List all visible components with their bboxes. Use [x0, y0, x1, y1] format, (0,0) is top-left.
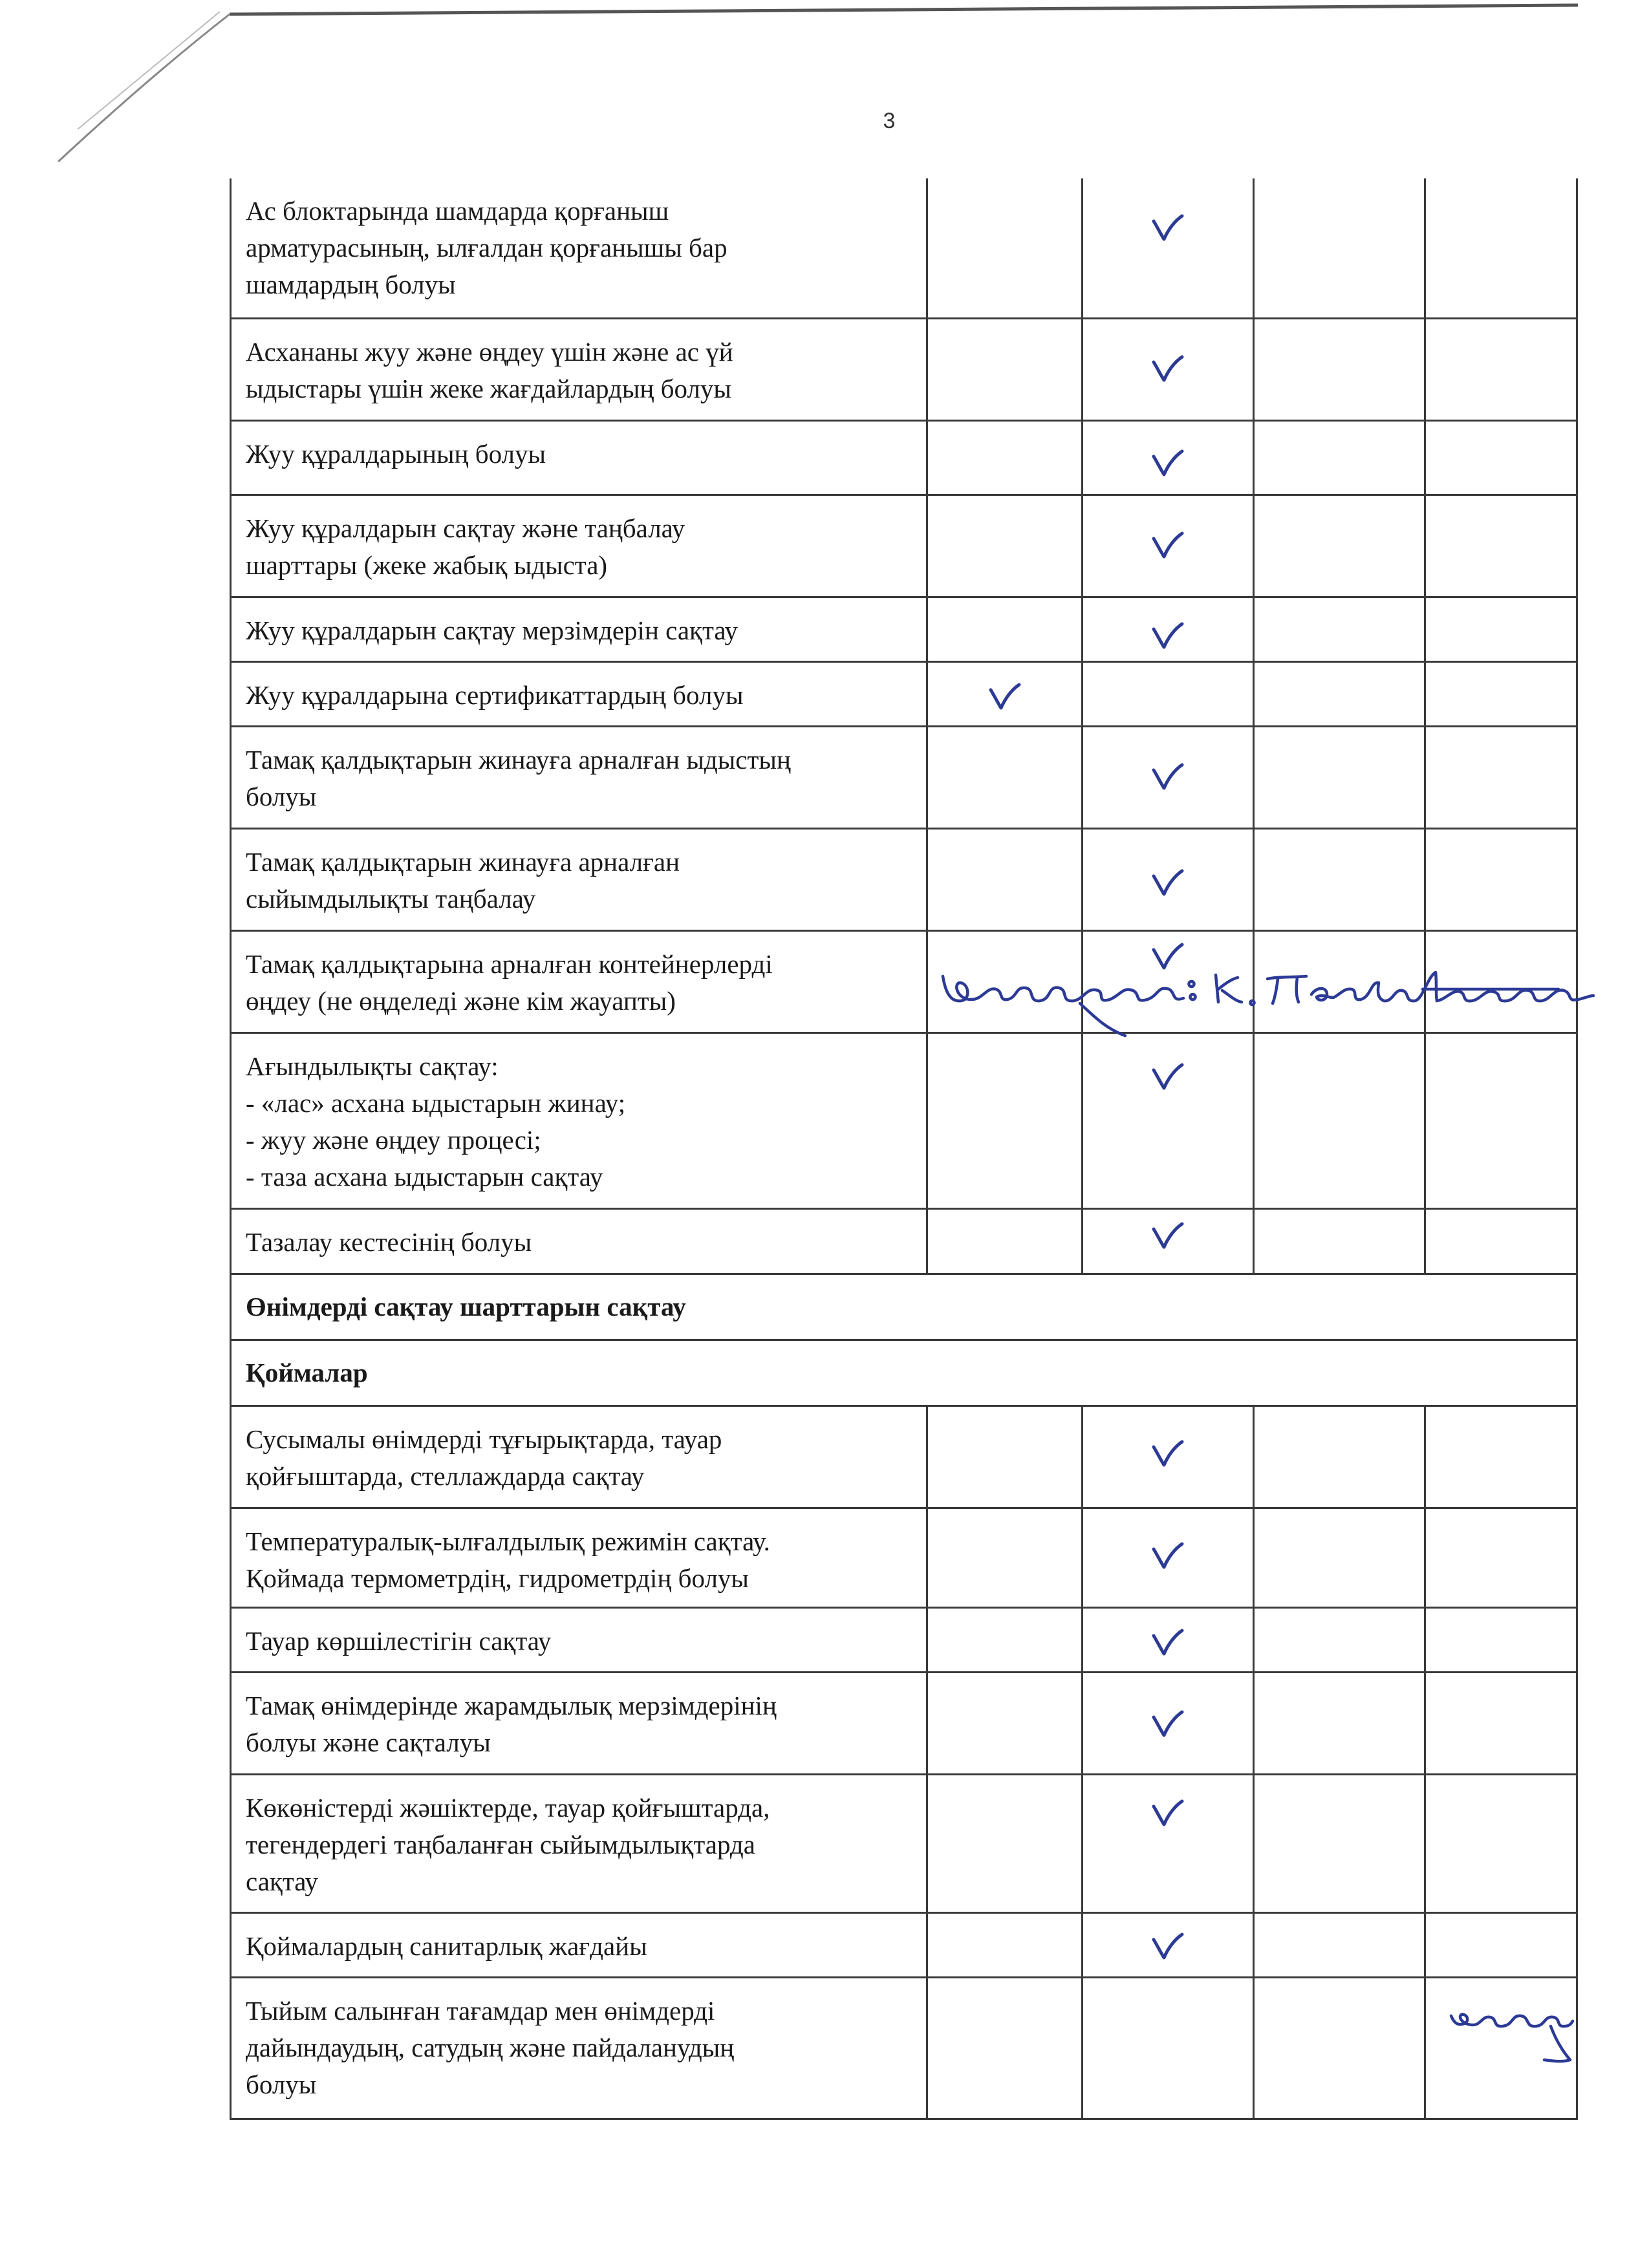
criterion-text: Тыйым салынған тағамдар мен өнімдерді дайындаудың, сатудың және пайдаланудың болуы: [246, 1995, 735, 2099]
col-4-cell: [1425, 1208, 1577, 1274]
col-3-cell: [1254, 1672, 1425, 1774]
col-1-cell: [927, 1774, 1083, 1912]
table-row: [231, 930, 1577, 1032]
col-1-cell: [927, 1032, 1083, 1208]
check-mark-icon: [1151, 762, 1185, 791]
col-2-cell: [1083, 1672, 1254, 1774]
check-mark-icon: [1151, 1932, 1185, 1960]
col-2-cell: [1083, 178, 1254, 318]
criterion-cell: [231, 1406, 927, 1508]
col-1-cell: [927, 1607, 1083, 1672]
criterion-cell: [231, 1672, 927, 1774]
col-4-cell: [1425, 318, 1577, 420]
check-mark-icon: [1151, 531, 1185, 559]
criterion-text: Жуу құралдарының болуы: [246, 438, 546, 469]
col-4-cell: [1425, 1912, 1577, 1977]
criterion-cell: [231, 495, 927, 597]
col-3-cell: [1254, 1977, 1425, 2119]
col-4-cell: [1425, 420, 1577, 495]
col-2-cell: [1083, 1032, 1254, 1208]
col-1-cell: [927, 178, 1083, 318]
col-1-cell: [927, 495, 1083, 597]
col-3-cell: [1254, 930, 1425, 1032]
col-3-cell: [1254, 1208, 1425, 1274]
table-row: [231, 420, 1577, 495]
criterion-text: Асхананы жуу және өңдеу үшін және ас үй ыдыстары үшін жеке жағдайлардың болуы: [246, 336, 733, 403]
col-3-cell: [1254, 420, 1425, 495]
table-row: [231, 1508, 1577, 1607]
table-row: [231, 1912, 1577, 1977]
check-mark-icon: [1151, 1628, 1185, 1656]
table-row: [231, 1208, 1577, 1274]
criterion-text: Көкөністерді жәшіктерде, тауар қойғыштарда, тегендердегі таңбаланған сыйымдылықтарда сақтау: [246, 1792, 770, 1896]
check-mark-icon: [988, 682, 1022, 711]
col-2-cell: [1083, 1977, 1254, 2119]
col-1-cell: [927, 930, 1083, 1032]
check-mark-icon: [1151, 1439, 1185, 1468]
col-1-cell: [927, 1406, 1083, 1508]
table-row: [231, 318, 1577, 420]
col-4-cell: [1425, 828, 1577, 930]
criterion-cell: [231, 597, 927, 661]
col-3-cell: [1254, 1406, 1425, 1508]
col-2-cell: [1083, 1406, 1254, 1508]
scan-edge: [0, 0, 1649, 207]
col-3-cell: [1254, 495, 1425, 597]
col-2-cell: [1083, 828, 1254, 930]
col-3-cell: [1254, 1912, 1425, 1977]
col-3-cell: [1254, 1508, 1425, 1607]
col-1-cell: [927, 661, 1083, 726]
col-2-cell: [1083, 1912, 1254, 1977]
col-3-cell: [1254, 661, 1425, 726]
col-4-cell: [1425, 1032, 1577, 1208]
col-3-cell: [1254, 597, 1425, 661]
col-4-cell: [1425, 495, 1577, 597]
criterion-text: Жуу құралдарына сертификаттардың болуы: [246, 679, 744, 710]
check-mark-icon: [1151, 1799, 1185, 1827]
col-3-cell: [1254, 828, 1425, 930]
criterion-text: Температуралық-ылғалдылық режимін сақтау. Қоймада термометрдің, гидрометрдің болуы: [246, 1526, 770, 1593]
col-4-cell: [1425, 597, 1577, 661]
col-1-cell: [927, 1508, 1083, 1607]
criterion-cell: [231, 1977, 927, 2119]
table-row: [231, 1607, 1577, 1672]
col-1-cell: [927, 1208, 1083, 1274]
col-3-cell: [1254, 178, 1425, 318]
col-1-cell: [927, 1672, 1083, 1774]
criterion-text: Тамақ қалдықтарын жинауға арналған ыдыстың болуы: [246, 744, 791, 811]
criterion-text: Тамақ өнімдерінде жарамдылық мерзімдерінің болуы және сақталуы: [246, 1690, 777, 1757]
col-2-cell: [1083, 1508, 1254, 1607]
check-mark-icon: [1151, 449, 1185, 477]
col-1-cell: [927, 597, 1083, 661]
table-row: [231, 661, 1577, 726]
col-3-cell: [1254, 1607, 1425, 1672]
table-row: [231, 495, 1577, 597]
col-3-cell: [1254, 1032, 1425, 1208]
criterion-cell: [231, 1032, 927, 1208]
col-1-cell: [927, 420, 1083, 495]
col-1-cell: [927, 828, 1083, 930]
criterion-cell: [231, 318, 927, 420]
criterion-cell: [231, 1508, 927, 1607]
criterion-text: Тамақ қалдықтарын жинауға арналған сыйымдылықты таңбалау: [246, 846, 680, 914]
col-1-cell: [927, 318, 1083, 420]
section-heading: Өнімдерді сақтау шарттарын сақтау: [231, 1274, 1577, 1340]
col-4-cell: [1425, 1672, 1577, 1774]
col-4-cell: [1425, 1508, 1577, 1607]
col-2-cell: [1083, 420, 1254, 495]
table-row: [231, 1774, 1577, 1912]
col-2-cell: [1083, 726, 1254, 828]
col-2-cell: [1083, 495, 1254, 597]
col-4-cell: [1425, 1607, 1577, 1672]
table-row: [231, 1977, 1577, 2119]
col-2-cell: [1083, 318, 1254, 420]
check-mark-icon: [1151, 1709, 1185, 1738]
criterion-cell: [231, 828, 927, 930]
section-heading: Қоймалар: [231, 1340, 1577, 1406]
criterion-cell: [231, 420, 927, 495]
criterion-cell: [231, 1607, 927, 1672]
check-mark-icon: [1151, 868, 1185, 897]
checklist-table: [230, 178, 1578, 2120]
col-4-cell: [1425, 661, 1577, 726]
page-number: 3: [883, 109, 896, 133]
col-1-cell: [927, 726, 1083, 828]
col-3-cell: [1254, 318, 1425, 420]
col-2-cell: [1083, 597, 1254, 661]
col-4-cell: [1425, 1406, 1577, 1508]
criterion-cell: [231, 726, 927, 828]
criterion-text: Ас блоктарында шамдарда қорғаныш арматурасының, ылғалдан қорғанышы бар шамдардың болуы: [246, 196, 727, 299]
col-4-cell: [1425, 726, 1577, 828]
section-row: [231, 1340, 1577, 1406]
criterion-cell: [231, 178, 927, 318]
check-mark-icon: [1151, 213, 1185, 242]
criterion-cell: [231, 1912, 927, 1977]
col-1-cell: [927, 1912, 1083, 1977]
col-4-cell: [1425, 930, 1577, 1032]
criterion-text: Жуу құралдарын сақтау және таңбалау шарттары (жеке жабық ыдыста): [246, 513, 685, 580]
col-4-cell: [1425, 178, 1577, 318]
col-1-cell: [927, 1977, 1083, 2119]
col-2-cell: [1083, 1607, 1254, 1672]
criterion-text: Тамақ қалдықтарына арналған контейнерлерді өңдеу (не өңделеді және кім жауапты): [246, 948, 773, 1016]
check-mark-icon: [1151, 1541, 1185, 1570]
col-4-cell: [1425, 1774, 1577, 1912]
check-mark-icon: [1151, 354, 1185, 383]
col-2-cell: [1083, 1208, 1254, 1274]
check-mark-icon: [1151, 1221, 1185, 1250]
criterion-cell: [231, 1774, 927, 1912]
col-3-cell: [1254, 1774, 1425, 1912]
table-row: [231, 178, 1577, 318]
col-2-cell: [1083, 930, 1254, 1032]
table-row: [231, 1032, 1577, 1208]
section-row: [231, 1274, 1577, 1340]
table-row: [231, 597, 1577, 661]
table-row: [231, 726, 1577, 828]
table-row: [231, 1406, 1577, 1508]
table-row: [231, 1672, 1577, 1774]
criterion-text: Қоймалардың санитарлық жағдайы: [246, 1931, 647, 1961]
criterion-text: Сусымалы өнімдерді тұғырықтарда, тауар қойғыштарда, стеллаждарда сақтау: [246, 1424, 722, 1491]
criterion-cell: [231, 930, 927, 1032]
col-2-cell: [1083, 661, 1254, 726]
check-mark-icon: [1151, 942, 1185, 970]
col-4-cell: [1425, 1977, 1577, 2119]
criterion-text: Тауар көршілестігін сақтау: [246, 1625, 552, 1656]
col-2-cell: [1083, 1774, 1254, 1912]
col-3-cell: [1254, 726, 1425, 828]
check-mark-icon: [1151, 1062, 1185, 1091]
check-mark-icon: [1151, 621, 1185, 650]
criterion-cell: [231, 661, 927, 726]
criterion-text: Жуу құралдарын сақтау мерзімдерін сақтау: [246, 615, 738, 645]
criterion-text: Ағындылықты сақтау: - «лас» асхана ыдыстарын жинау; - жуу және өңдеу процесі; - таза асхана ыдыстарын сақтау: [246, 1051, 626, 1192]
criterion-text: Тазалау кестесінің болуы: [246, 1226, 532, 1257]
criterion-cell: [231, 1208, 927, 1274]
table-row: [231, 828, 1577, 930]
